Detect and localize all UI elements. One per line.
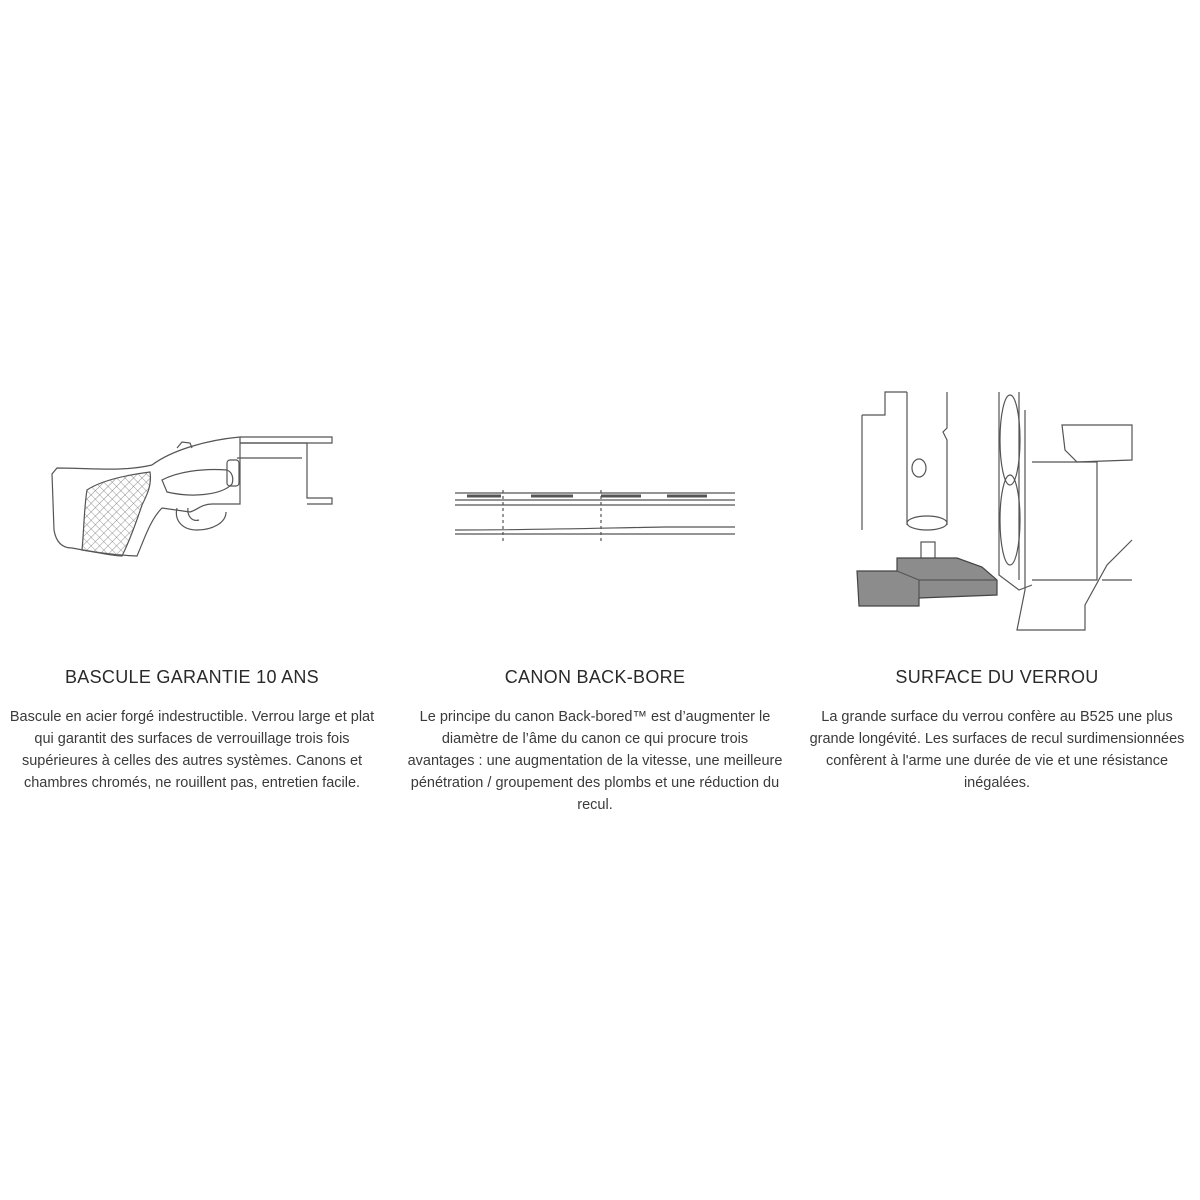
feature-description: Bascule en acier forgé indestructible. Verrou large et plat qui garantit des surfaces de verrouillage trois fois supérieures à celles des autres systèmes. Canons et chambres chromés, ne rouillent pas, entretien facile. bbox=[9, 709, 375, 791]
feature-action-guarantee bbox=[2, 380, 382, 794]
feature-back-bored-barrel bbox=[405, 380, 785, 816]
back-bored-barrel-illustration-icon bbox=[405, 380, 785, 640]
feature-description: Le principe du canon Back-bored™ est d’augmenter le diamètre de l’âme du canon ce qui procure trois avantages : une augmentation de la vitesse, une meilleure pénétration / groupement des plombs et une réduction du recul. bbox=[407, 709, 783, 813]
locking-bolt-surface-illustration-icon bbox=[807, 380, 1187, 640]
feature-description: La grande surface du verrou confère au B525 une plus grande longévité. Les surfaces de recul surdimensionnées confèrent à l'arme une durée de vie et une résistance inégalées. bbox=[809, 709, 1185, 791]
feature-title: CANON BACK-BORE bbox=[504, 667, 686, 687]
shotgun-action-illustration-icon bbox=[2, 380, 382, 640]
feature-title: SURFACE DU VERROU bbox=[895, 667, 1099, 687]
feature-title: BASCULE GARANTIE 10 ANS bbox=[65, 667, 319, 687]
feature-locking-bolt-surface bbox=[807, 380, 1187, 794]
